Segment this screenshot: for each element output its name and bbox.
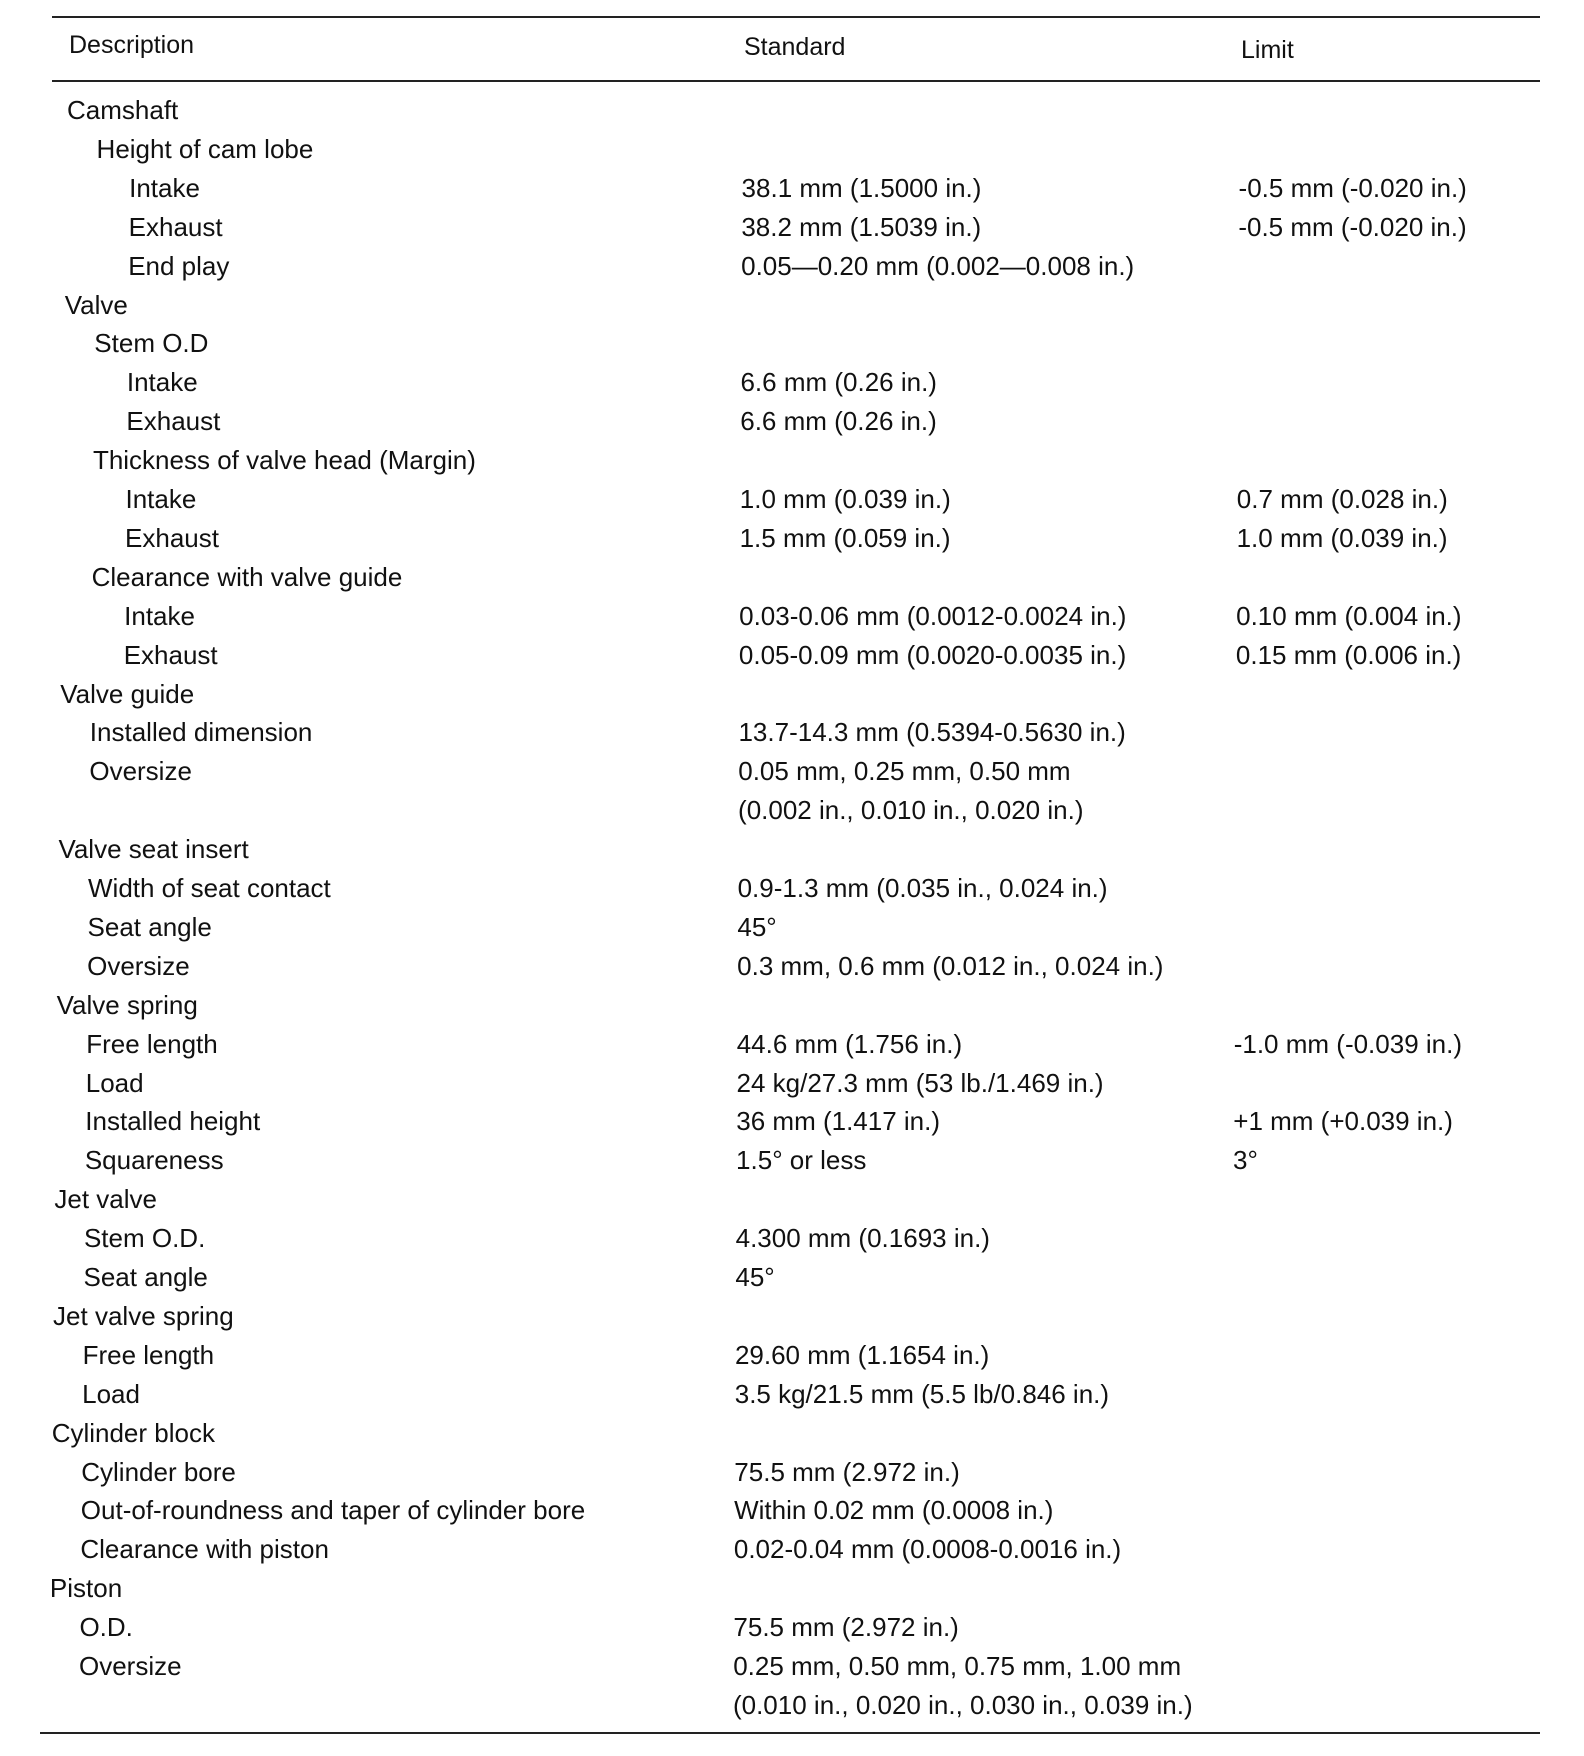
row-description: Load (82, 1378, 140, 1409)
row-description: Jet valve spring (53, 1300, 234, 1331)
bottom-rule (40, 1732, 1540, 1734)
row-description: Stem O.D (94, 328, 209, 359)
row-standard: 0.05—0.20 mm (0.002—0.008 in.) (741, 250, 1135, 281)
row-standard: 0.03-0.06 mm (0.0012-0.0024 in.) (739, 600, 1127, 631)
row-standard: 75.5 mm (2.972 in.) (733, 1612, 959, 1643)
row-description: Oversize (89, 756, 192, 787)
row-limit: 3° (1233, 1145, 1258, 1176)
row-standard: 0.05-0.09 mm (0.0020-0.0035 in.) (738, 639, 1127, 670)
row-standard: (0.010 in., 0.020 in., 0.030 in., 0.039 in.) (732, 1689, 1193, 1720)
row-description: Valve (64, 289, 128, 320)
row-standard: 1.5 mm (0.059 in.) (739, 522, 951, 553)
row-limit: 1.0 mm (0.039 in.) (1236, 522, 1448, 553)
row-limit: -0.5 mm (-0.020 in.) (1238, 211, 1467, 242)
row-standard: 6.6 mm (0.26 in.) (740, 406, 937, 437)
row-description: Free length (82, 1339, 215, 1370)
row-description: Seat angle (83, 1262, 208, 1292)
row-description: Seat angle (87, 911, 212, 942)
row-description: Intake (125, 484, 197, 514)
row-description: Clearance with valve guide (91, 561, 403, 592)
row-limit: 0.10 mm (0.004 in.) (1236, 600, 1462, 631)
row-description: Installed height (85, 1106, 261, 1137)
row-description: Camshaft (67, 95, 179, 125)
row-description: Cylinder block (51, 1417, 215, 1448)
row-description: Oversize (87, 950, 190, 981)
row-standard: 3.5 kg/21.5 mm (5.5 lb/0.846 in.) (734, 1378, 1110, 1409)
row-description: Thickness of valve head (Margin) (92, 445, 476, 476)
row-standard: 1.0 mm (0.039 in.) (739, 484, 951, 514)
row-standard: 4.300 mm (0.1693 in.) (735, 1223, 990, 1254)
row-description: Exhaust (126, 406, 221, 437)
row-description: Valve spring (56, 989, 198, 1020)
row-description: Cylinder bore (81, 1456, 236, 1487)
row-standard: 0.3 mm, 0.6 mm (0.012 in., 0.024 in.) (737, 950, 1164, 981)
row-description: Out-of-roundness and taper of cylinder bore (80, 1495, 586, 1526)
row-standard: 1.5° or less (736, 1145, 867, 1176)
row-standard: (0.002 in., 0.010 in., 0.020 in.) (738, 795, 1084, 826)
row-standard: 0.05 mm, 0.25 mm, 0.50 mm (738, 756, 1071, 787)
row-description: Valve guide (60, 678, 195, 709)
row-description: Exhaust (123, 639, 218, 670)
row-description: Height of cam lobe (96, 133, 314, 164)
row-description: Intake (126, 367, 198, 398)
row-limit: -0.5 mm (-0.020 in.) (1238, 172, 1467, 203)
row-standard: 0.25 mm, 0.50 mm, 0.75 mm, 1.00 mm (733, 1651, 1182, 1681)
row-limit: 0.15 mm (0.006 in.) (1235, 639, 1462, 670)
row-description: Intake (124, 600, 195, 631)
row-description: Load (85, 1067, 144, 1098)
row-standard: 36 mm (1.417 in.) (736, 1106, 941, 1137)
row-standard: 29.60 mm (1.1654 in.) (734, 1339, 990, 1370)
row-standard: Within 0.02 mm (0.0008 in.) (734, 1495, 1054, 1526)
row-description: Exhaust (125, 522, 219, 553)
header-rule (52, 80, 1540, 82)
row-description: O.D. (79, 1612, 133, 1643)
row-description: Intake (129, 172, 200, 203)
row-description: End play (128, 250, 230, 281)
header-limit: Limit (1241, 36, 1294, 64)
row-description: Exhaust (128, 211, 223, 242)
row-limit: +1 mm (+0.039 in.) (1233, 1106, 1453, 1137)
row-limit: -1.0 mm (-0.039 in.) (1233, 1028, 1463, 1059)
row-standard: 6.6 mm (0.26 in.) (740, 367, 937, 398)
row-description: Free length (86, 1028, 218, 1059)
row-description: Squareness (84, 1145, 224, 1176)
row-standard: 24 kg/27.3 mm (53 lb./1.469 in.) (736, 1067, 1104, 1098)
row-description: Stem O.D. (83, 1223, 206, 1254)
header-description: Description (69, 31, 195, 59)
row-standard: 0.02-0.04 mm (0.0008-0.0016 in.) (733, 1534, 1122, 1565)
row-description: Width of seat contact (88, 873, 331, 903)
top-rule (52, 16, 1540, 18)
row-description: Clearance with piston (80, 1534, 329, 1565)
row-standard: 75.5 mm (2.972 in.) (734, 1456, 960, 1487)
row-description: Jet valve (54, 1184, 157, 1215)
row-description: Installed dimension (89, 717, 313, 748)
row-standard: 38.1 mm (1.5000 in.) (741, 172, 982, 203)
row-description: Valve seat insert (58, 834, 249, 865)
row-description: Oversize (79, 1651, 182, 1681)
row-standard: 0.9-1.3 mm (0.035 in., 0.024 in.) (737, 873, 1108, 903)
row-standard: 44.6 mm (1.756 in.) (736, 1028, 963, 1059)
row-limit: 0.7 mm (0.028 in.) (1236, 484, 1448, 514)
row-description: Piston (49, 1573, 123, 1604)
header-standard: Standard (744, 33, 846, 61)
row-standard: 45° (735, 1262, 775, 1292)
row-standard: 38.2 mm (1.5039 in.) (741, 211, 982, 242)
row-standard: 45° (737, 911, 777, 942)
row-standard: 13.7-14.3 mm (0.5394-0.5630 in.) (738, 717, 1126, 748)
